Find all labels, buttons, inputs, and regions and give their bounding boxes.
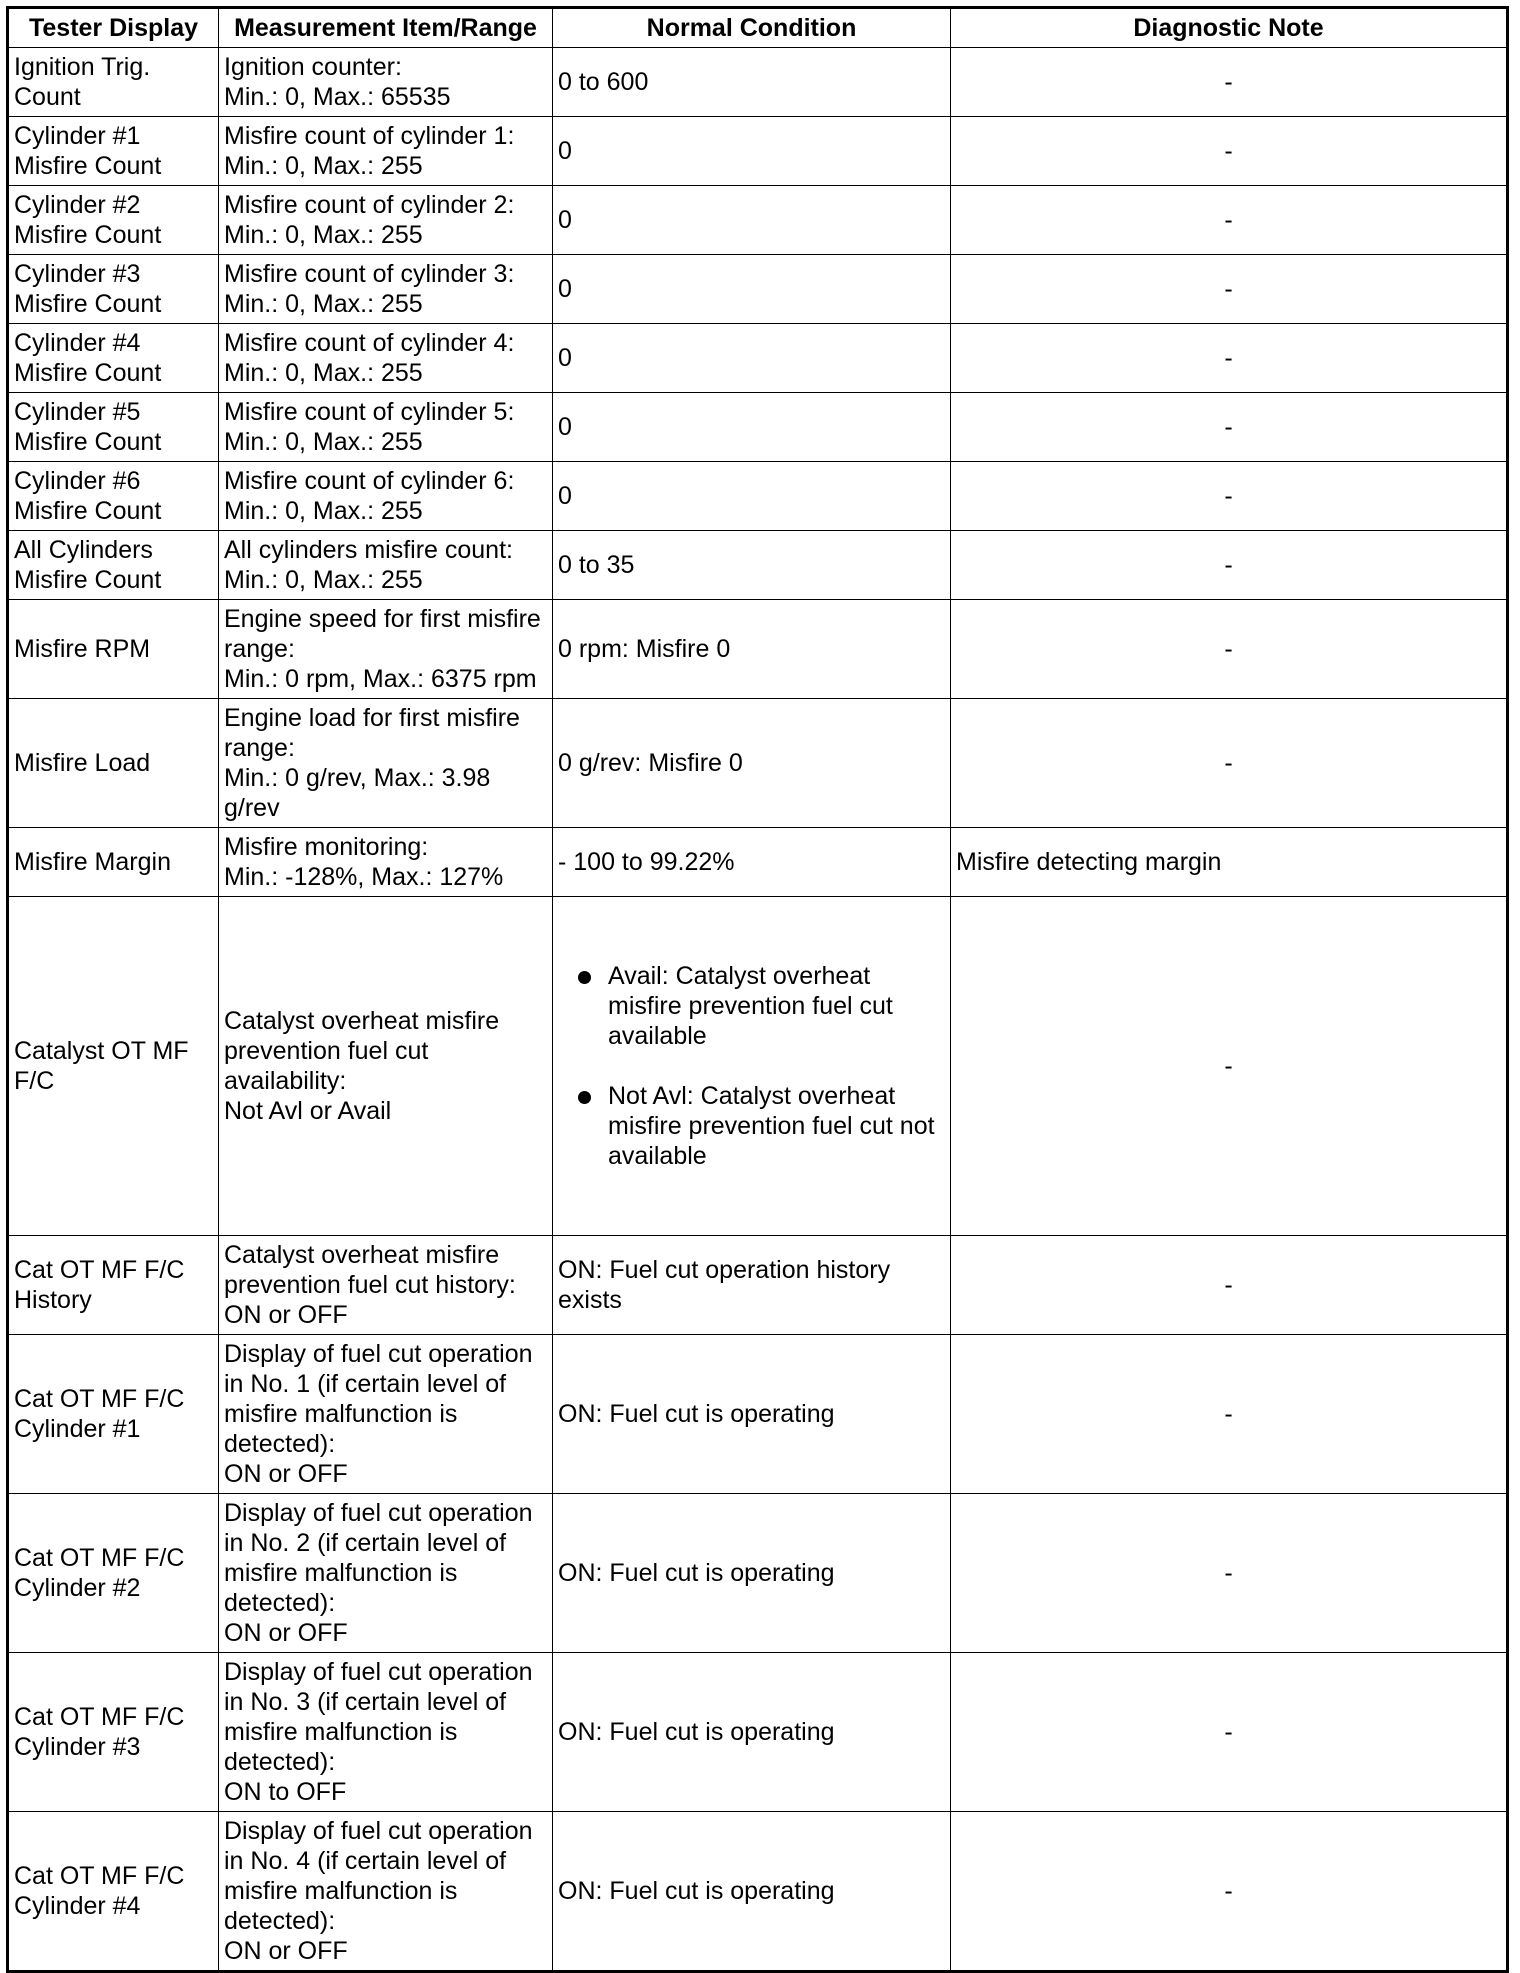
table-row <box>8 393 1508 462</box>
measurement-cell: Display of fuel cut operation in No. 1 (if certain level of misfire malfunction is detected): ON or OFF <box>219 1335 553 1494</box>
tester-display-cell: Cat OT MF F/C Cylinder #1 <box>8 1335 219 1494</box>
diagnostic-note-cell: - <box>951 186 1508 255</box>
normal-condition-cell: 0 <box>553 117 951 186</box>
table-row <box>8 1812 1508 1972</box>
table-row <box>8 1236 1508 1335</box>
normal-condition-cell: 0 <box>553 462 951 531</box>
diagnostic-note-cell: - <box>951 1812 1508 1972</box>
tester-display-cell: Cat OT MF F/C Cylinder #3 <box>8 1653 219 1812</box>
table-row <box>8 255 1508 324</box>
normal-condition-cell: 0 <box>553 324 951 393</box>
tester-display-cell: All Cylinders Misfire Count <box>8 531 219 600</box>
table-row <box>8 48 1508 117</box>
diagnostic-note-cell: - <box>951 531 1508 600</box>
data-list-table <box>6 6 1509 1973</box>
diagnostic-note-cell: - <box>951 255 1508 324</box>
data-list-table-container <box>6 6 1509 1973</box>
normal-condition-cell: 0 <box>553 186 951 255</box>
table-row <box>8 324 1508 393</box>
tester-display-cell: Cylinder #1 Misfire Count <box>8 117 219 186</box>
tester-display-cell: Misfire Margin <box>8 828 219 897</box>
tester-display-cell: Cat OT MF F/C History <box>8 1236 219 1335</box>
table-row <box>8 1335 1508 1494</box>
normal-condition-cell: 0 g/rev: Misfire 0 <box>553 699 951 828</box>
tester-display-cell: Cylinder #2 Misfire Count <box>8 186 219 255</box>
tester-display-cell: Misfire RPM <box>8 600 219 699</box>
measurement-cell: All cylinders misfire count: Min.: 0, Max.: 255 <box>219 531 553 600</box>
normal-condition-cell: ON: Fuel cut operation history exists <box>553 1236 951 1335</box>
diagnostic-note-cell: - <box>951 324 1508 393</box>
tester-display-cell: Cat OT MF F/C Cylinder #4 <box>8 1812 219 1972</box>
measurement-cell: Misfire monitoring: Min.: -128%, Max.: 127% <box>219 828 553 897</box>
table-row <box>8 462 1508 531</box>
diagnostic-note-cell: - <box>951 1653 1508 1812</box>
header-measurement-item: Measurement Item/Range <box>219 8 553 48</box>
normal-condition-cell: ON: Fuel cut is operating <box>553 1812 951 1972</box>
normal-condition-bullet-list <box>558 931 945 1201</box>
measurement-cell: Display of fuel cut operation in No. 4 (if certain level of misfire malfunction is detected): ON or OFF <box>219 1812 553 1972</box>
tester-display-cell: Cylinder #6 Misfire Count <box>8 462 219 531</box>
measurement-cell: Display of fuel cut operation in No. 2 (if certain level of misfire malfunction is detected): ON or OFF <box>219 1494 553 1653</box>
header-normal-condition: Normal Condition <box>553 8 951 48</box>
table-row <box>8 117 1508 186</box>
diagnostic-note-cell: - <box>951 117 1508 186</box>
header-row <box>8 8 1508 48</box>
diagnostic-note-cell: - <box>951 1236 1508 1335</box>
measurement-cell: Misfire count of cylinder 1: Min.: 0, Max.: 255 <box>219 117 553 186</box>
normal-condition-cell: 0 <box>553 255 951 324</box>
tester-display-cell: Cylinder #4 Misfire Count <box>8 324 219 393</box>
measurement-cell: Display of fuel cut operation in No. 3 (if certain level of misfire malfunction is detected): ON to OFF <box>219 1653 553 1812</box>
table-row <box>8 828 1508 897</box>
tester-display-cell: Ignition Trig. Count <box>8 48 219 117</box>
measurement-cell: Catalyst overheat misfire prevention fuel cut availability: Not Avl or Avail <box>219 897 553 1236</box>
header-tester-display: Tester Display <box>8 8 219 48</box>
measurement-cell: Engine speed for first misfire range: Min.: 0 rpm, Max.: 6375 rpm <box>219 600 553 699</box>
tester-display-cell: Catalyst OT MF F/C <box>8 897 219 1236</box>
normal-condition-cell: ON: Fuel cut is operating <box>553 1335 951 1494</box>
diagnostic-note-cell: - <box>951 1335 1508 1494</box>
normal-condition-cell: 0 to 35 <box>553 531 951 600</box>
table-row <box>8 531 1508 600</box>
diagnostic-note-cell: - <box>951 393 1508 462</box>
diagnostic-note-cell: - <box>951 600 1508 699</box>
table-row <box>8 897 1508 1236</box>
tester-display-cell: Cylinder #3 Misfire Count <box>8 255 219 324</box>
table-row <box>8 1494 1508 1653</box>
diagnostic-note-cell: - <box>951 462 1508 531</box>
measurement-cell: Misfire count of cylinder 3: Min.: 0, Max.: 255 <box>219 255 553 324</box>
normal-condition-cell: - 100 to 99.22% <box>553 828 951 897</box>
normal-condition-cell: 0 to 600 <box>553 48 951 117</box>
bullet-item: Avail: Catalyst overheat misfire prevention fuel cut available <box>558 961 945 1051</box>
tester-display-cell: Misfire Load <box>8 699 219 828</box>
diagnostic-note-cell: Misfire detecting margin <box>951 828 1508 897</box>
measurement-cell: Misfire count of cylinder 6: Min.: 0, Max.: 255 <box>219 462 553 531</box>
normal-condition-cell <box>553 897 951 1236</box>
header-diagnostic-note: Diagnostic Note <box>951 8 1508 48</box>
measurement-cell: Engine load for first misfire range: Min.: 0 g/rev, Max.: 3.98 g/rev <box>219 699 553 828</box>
table-row <box>8 600 1508 699</box>
measurement-cell: Misfire count of cylinder 5: Min.: 0, Max.: 255 <box>219 393 553 462</box>
measurement-cell: Ignition counter: Min.: 0, Max.: 65535 <box>219 48 553 117</box>
measurement-cell: Misfire count of cylinder 2: Min.: 0, Max.: 255 <box>219 186 553 255</box>
diagnostic-note-cell: - <box>951 1494 1508 1653</box>
normal-condition-cell: ON: Fuel cut is operating <box>553 1494 951 1653</box>
table-row <box>8 1653 1508 1812</box>
measurement-cell: Misfire count of cylinder 4: Min.: 0, Max.: 255 <box>219 324 553 393</box>
tester-display-cell: Cylinder #5 Misfire Count <box>8 393 219 462</box>
diagnostic-note-cell: - <box>951 897 1508 1236</box>
normal-condition-cell: ON: Fuel cut is operating <box>553 1653 951 1812</box>
normal-condition-cell: 0 rpm: Misfire 0 <box>553 600 951 699</box>
table-row <box>8 699 1508 828</box>
bullet-item: Not Avl: Catalyst overheat misfire prevention fuel cut not available <box>558 1081 945 1171</box>
normal-condition-cell: 0 <box>553 393 951 462</box>
measurement-cell: Catalyst overheat misfire prevention fuel cut history: ON or OFF <box>219 1236 553 1335</box>
table-row <box>8 186 1508 255</box>
diagnostic-note-cell: - <box>951 48 1508 117</box>
diagnostic-note-cell: - <box>951 699 1508 828</box>
tester-display-cell: Cat OT MF F/C Cylinder #2 <box>8 1494 219 1653</box>
